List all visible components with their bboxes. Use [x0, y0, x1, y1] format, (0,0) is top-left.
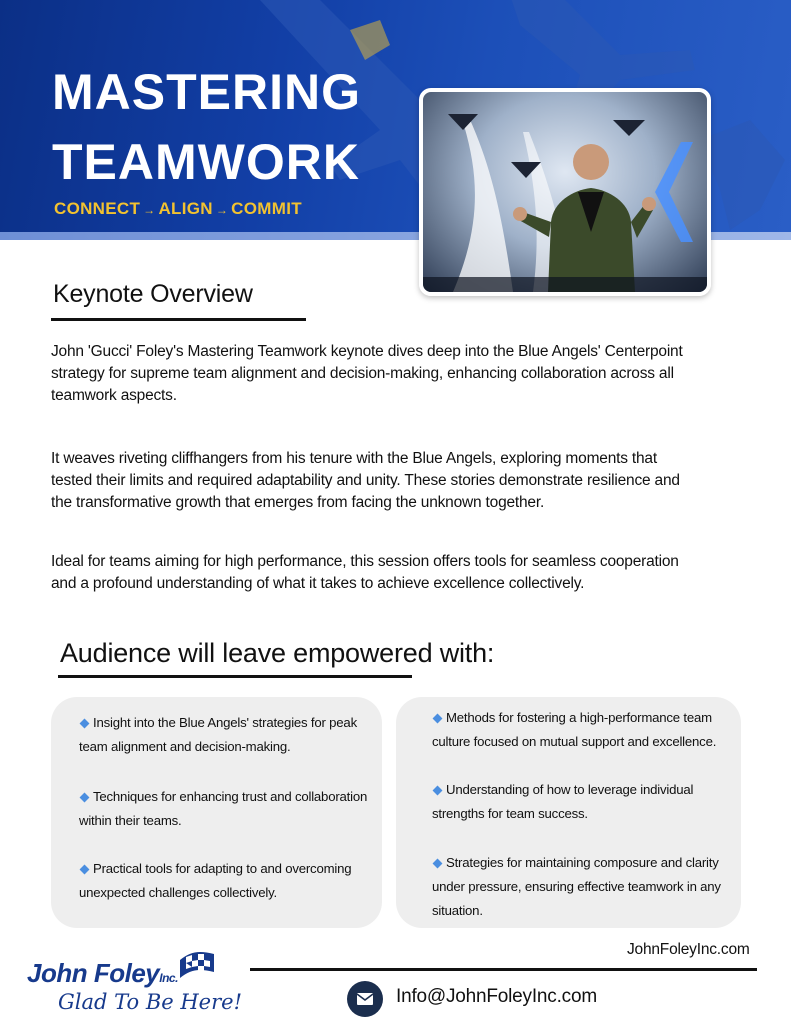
diamond-icon: [80, 718, 90, 728]
speaker-photo: [419, 88, 711, 296]
audience-heading-underline: [58, 675, 412, 678]
tagline-word: CONNECT: [54, 199, 141, 218]
benefits-card-left: [51, 697, 382, 928]
email-link[interactable]: Info@JohnFoleyInc.com: [396, 986, 597, 1007]
overview-paragraph: [51, 341, 711, 407]
benefits-card-right: [396, 697, 741, 928]
tagline-word: COMMIT: [231, 199, 302, 218]
overview-paragraph: [51, 551, 711, 595]
benefit-item: Techniques for enhancing trust and collaboration within their teams.: [79, 789, 368, 828]
speaker-illustration: [423, 92, 707, 292]
paragraph-line: and a profound understanding of what it takes to achieve excellence collectively.: [51, 575, 585, 592]
benefit-item: Methods for fostering a high-performance team culture focused on mutual support and excellence.: [432, 710, 717, 749]
tagline-word: ALIGN: [158, 199, 213, 218]
paragraph-line: tested their limits and required adaptability and unity. These stories demonstrate resilience and: [51, 472, 680, 489]
diamond-icon: [80, 792, 90, 802]
title-line-2: TEAMWORK: [52, 134, 360, 190]
paragraph-line: strategy for supreme team alignment and decision-making, enhancing collaboration across all: [51, 365, 674, 382]
checkered-flag-icon: [176, 950, 218, 982]
benefit-item: Insight into the Blue Angels' strategies for peak team alignment and decision-making.: [79, 715, 357, 754]
diamond-icon: [433, 713, 443, 723]
paragraph-line: John 'Gucci' Foley's Mastering Teamwork keynote dives deep into the Blue Angels' Centerpoint: [51, 343, 683, 360]
overview-heading-underline: [51, 318, 306, 321]
paragraph-line: Ideal for teams aiming for high performance, this session offers tools for seamless cooperation: [51, 553, 679, 570]
arrow-icon: →: [143, 203, 156, 217]
benefit-item: Strategies for maintaining composure and clarity under pressure, ensuring effective teamwork in any situation.: [432, 855, 721, 918]
audience-heading: Audience will leave empowered with:: [60, 638, 495, 668]
arrow-icon: →: [215, 203, 229, 217]
footer-divider: [250, 968, 757, 971]
tagline: [54, 199, 302, 219]
diamond-icon: [433, 785, 443, 795]
benefit-item: Practical tools for adapting to and overcoming unexpected challenges collectively.: [79, 861, 352, 900]
diamond-icon: [80, 864, 90, 874]
overview-heading: Keynote Overview: [53, 280, 253, 308]
paragraph-line: It weaves riveting cliffhangers from his tenure with the Blue Angels, exploring moments that: [51, 450, 657, 467]
website-link[interactable]: JohnFoleyInc.com: [627, 941, 750, 958]
diamond-icon: [433, 858, 443, 868]
title-line-1: MASTERING: [52, 64, 361, 120]
logo-wordmark: John FoleyInc.: [27, 958, 178, 988]
logo-slogan: Glad To Be Here!: [58, 990, 243, 1014]
paragraph-line: teamwork aspects.: [51, 387, 177, 404]
paragraph-line: the transformative growth that emerges from facing the unknown together.: [51, 494, 545, 511]
benefit-item: Understanding of how to leverage individual strengths for team success.: [432, 782, 694, 821]
envelope-icon: [347, 981, 383, 1017]
overview-paragraph: [51, 448, 711, 514]
